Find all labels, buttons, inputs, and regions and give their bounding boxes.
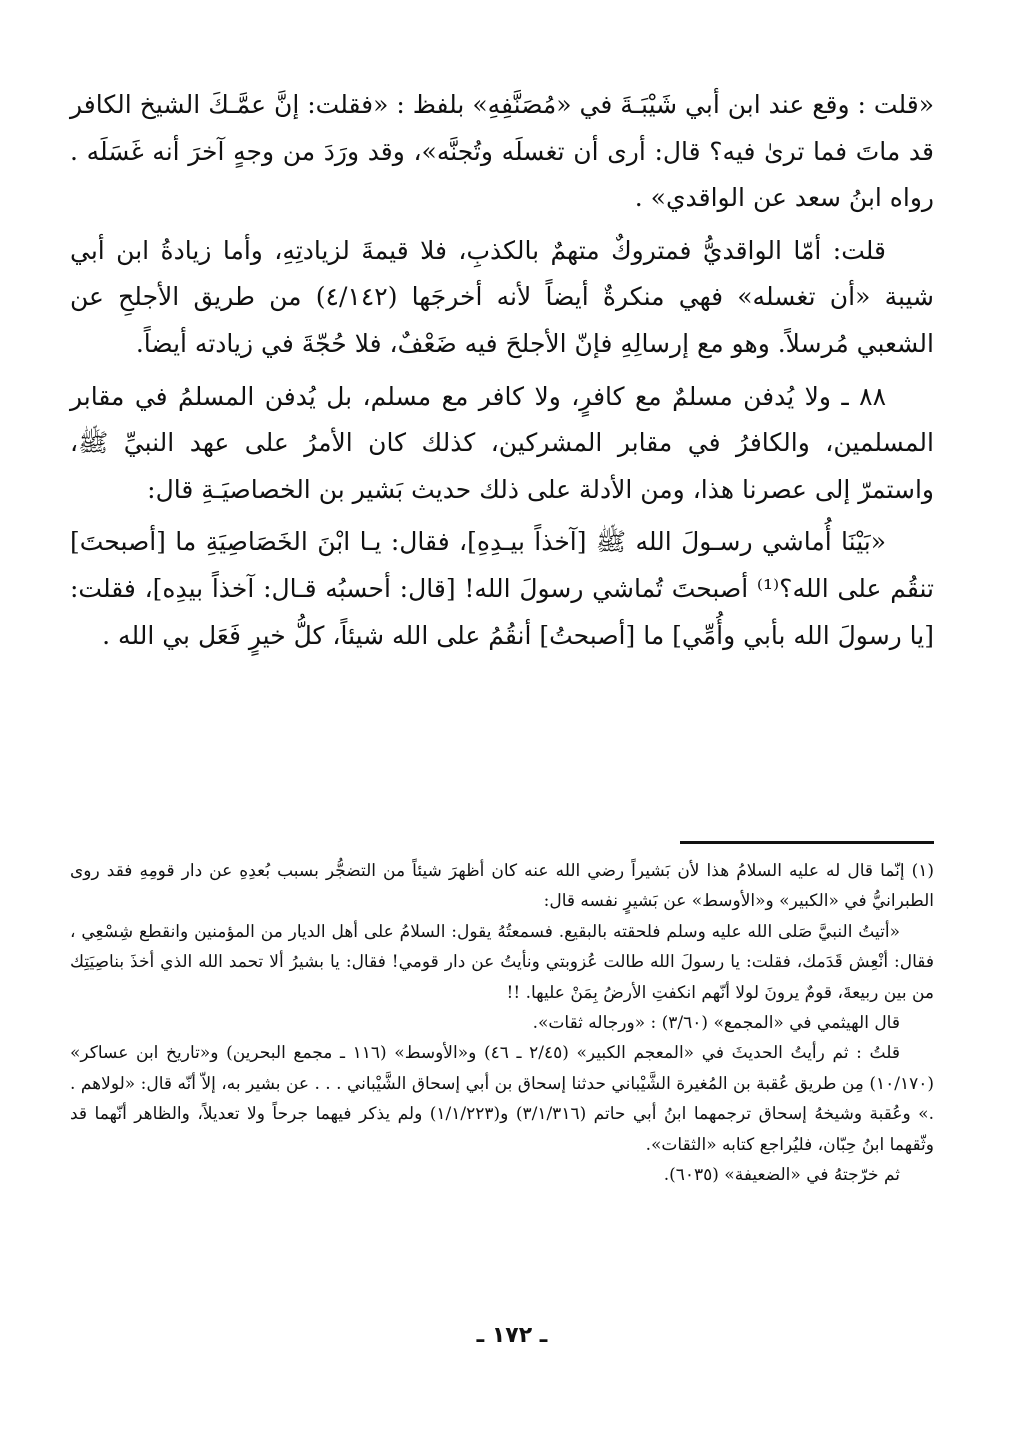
paragraph-1: «قلت : وقع عند ابن أبي شَيْبَـةَ في «مُصَنَّفِهِ» بلفظ : «فقلت: إنَّ عمَّـكَ الشيخ الكافر قد ماتَ فما ترىٰ فيه؟ قال: أرى أن تغسلَه وتُجنَّه»، وقد ورَدَ من وجهٍ آخرَ أنه غَسَلَه . رواه ابنُ سعد عن الواقدي» . [70, 90, 934, 213]
footnote-1: (١) إنّما قال له عليه السلامُ هذا لأن بَشيراً رضي الله عنه كان أظهرَ شيئاً من التضجُّر بسبب بُعدِهِ عن دار قومِهِ فقد روى الطبرانيُّ في «الكبير» و«الأوسط» عن بَشيرٍ نفسه قال: [70, 861, 934, 912]
footnote-1-hadith: «أتيتُ النبيَّ صَلى الله عليه وسلم فلحقته بالبقيع. فسمعتُهُ يقول: السلامُ على أهل الديار من المؤمنين وانقطع شِسْعِي ، فقال: أنْعِش قَدَمك، فقلت: يا رسولَ الله طالت عُزوبتي ونأيتُ عن دار قومي! فقال: يا بشيرُ ألا تحمد الله الذي أخذَ بناصِيَتِك من بين ربيعةَ، قومٌ يرونَ لولا أنّهم انكفتِ الأرضُ بِمَنْ عليها. !! [70, 921, 934, 1003]
page-number: ـ ١٧٢ ـ [476, 1323, 548, 1348]
paragraph-3: ٨٨ ـ ولا يُدفن مسلمٌ مع كافرٍ، ولا كافر مع مسلم، بل يُدفن المسلمُ في مقابر المسلمين، والكافرُ في مقابر المشركين، كذلك كان الأمرُ على عهد النبيِّ ﷺ، واستمرّ إلى عصرنا هذا، ومن الأدلة على ذلك حديث بَشير بن الخصاصيَـةِ قال: [70, 381, 934, 504]
footnote-1-daifa: ثم خرّجتهُ في «الضعيفة» (٦٠٣٥). [663, 1165, 900, 1186]
main-text [70, 82, 934, 659]
paragraph-4: «بَيْنَا أُماشي رسـولَ الله ﷺ [آخذاً بيـدِهِ]، فقال: يـا ابْنَ الخَصَاصِيَةِ ما [أصبحتَ] تنقُم على الله؟⁽¹⁾ أصبحتَ تُماشي رسولَ الله! [قال: أحسبُه قـال: آخذاً بيدِه]، فقلت: [يا رسولَ الله بأبي وأُمِّي] ما [أصبحتُ] أنقُمُ على الله شيئاً، كلُّ خيرٍ فَعَل بي الله . [70, 527, 934, 650]
footnote-1-sources: قلتُ : ثم رأيتُ الحديثَ في «المعجم الكبير» (٢/٤٥ ـ ٤٦) و«الأوسط» (١١٦ ـ مجمع البحرين) و«تاريخ ابن عساكر» (١٠/١٧٠) مِن طريق عُقبة بن المُغيرة الشَّيْباني حدثنا إسحاق بن أبي إسحاق الشَّيْباني . . . عن بشير به، إلاّ أنّه قال: «لولاهم . .» وعُقبة وشيخهُ إسحاق ترجمهما ابنُ أبي حاتم (٣/١/٣١٦) و(١/١/٢٢٣) ولم يذكر فيهما جرحاً ولا تعديلاً، والظاهر أنّهما قد وثّقهما ابنُ حِبّان، فليُراجع كتابه «الثقات». [70, 1043, 934, 1155]
footnote-separator [680, 841, 934, 844]
paragraph-2: قلت: أمّا الواقديُّ فمتروكٌ متهمٌ بالكذبِ، فلا قيمةَ لزيادتِهِ، وأما زيادةُ ابن أبي شيبة «أن تغسله» فهي منكرةٌ أيضاً لأنه أخرجَها (٤/١٤٢) من طريق الأجلحِ عن الشعبي مُرسلاً. وهو مع إرسالِهِ فإنّ الأجلحَ فيه ضَعْفٌ، فلا حُجّةَ في زيادته أيضاً. [70, 235, 935, 358]
footnotes [70, 856, 934, 1190]
footnote-1-haythami: قال الهيثمي في «المجمع» (٣/٦٠) : «ورجاله ثقات». [532, 1013, 900, 1034]
